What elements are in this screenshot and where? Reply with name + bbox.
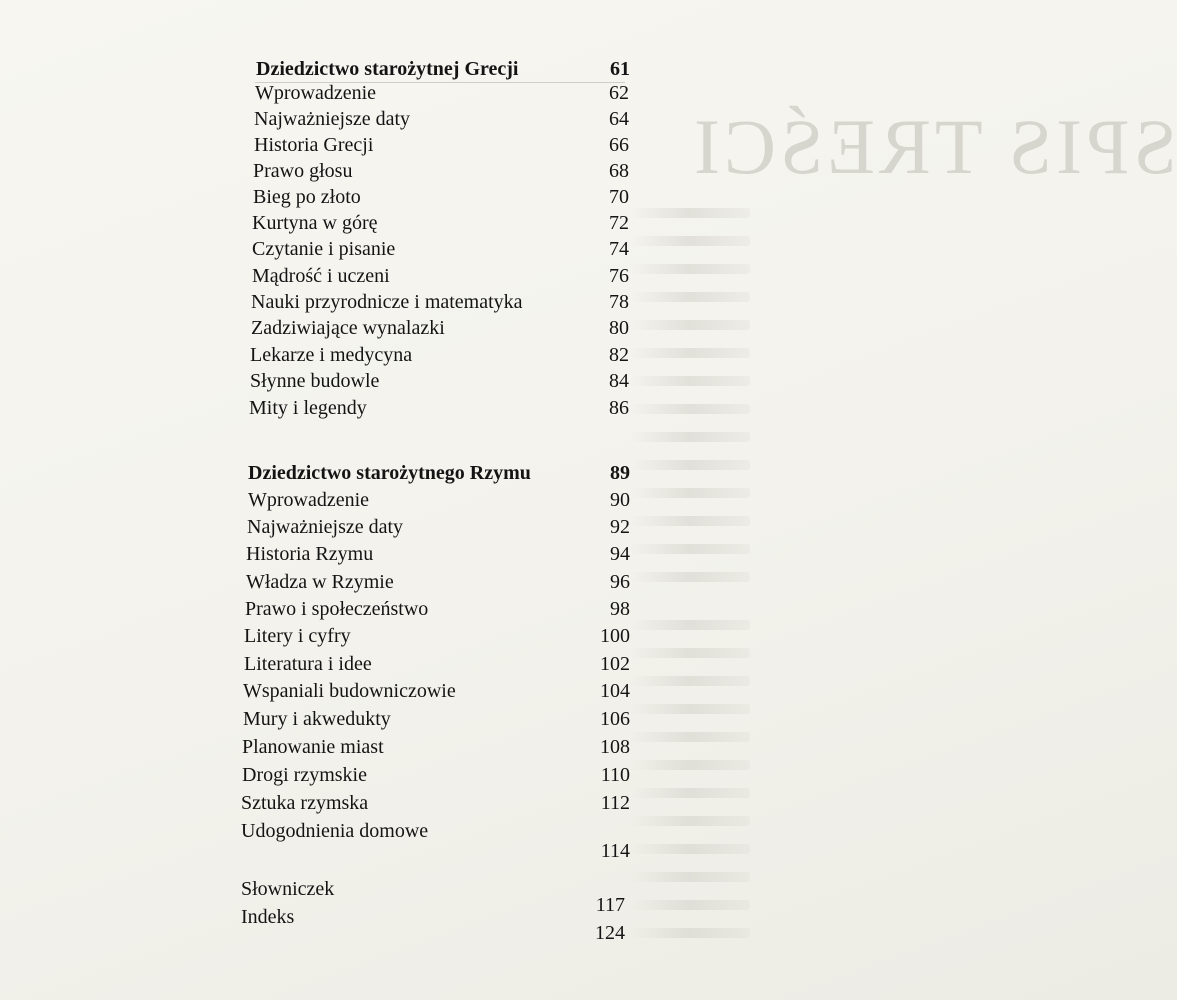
toc-entry-page: 114 <box>600 840 630 862</box>
toc-entry-page: 86 <box>609 397 629 419</box>
toc-entry-page: 106 <box>600 708 630 730</box>
toc-entry-page: 82 <box>609 344 629 366</box>
bleed-line <box>630 788 750 798</box>
toc-entry-label: Lekarze i medycyna <box>250 344 413 366</box>
bleed-line <box>630 348 750 358</box>
bleed-line <box>630 488 750 498</box>
bleed-line <box>630 516 750 526</box>
toc-entry-label: Drogi rzymskie <box>242 764 367 786</box>
toc-entry-label: Sztuka rzymska <box>241 792 369 814</box>
bleed-line <box>630 732 750 742</box>
toc-heading-label: Dziedzictwo starożytnej Grecji <box>256 58 519 80</box>
toc-entry-page: 72 <box>609 212 629 234</box>
bleed-line <box>630 760 750 770</box>
bleed-line <box>630 816 750 826</box>
toc-entry-label: Historia Grecji <box>254 134 374 156</box>
toc-entry-page: 94 <box>610 543 630 565</box>
bleed-line <box>630 928 750 938</box>
bleed-line <box>630 264 750 274</box>
bleed-line <box>630 676 750 686</box>
toc-heading-page: 61 <box>610 58 630 80</box>
toc-entry-page: 78 <box>609 291 629 313</box>
toc-entry-page: 112 <box>600 792 630 814</box>
toc-entry-label: Historia Rzymu <box>246 543 374 565</box>
toc-entry-label: Mądrość i uczeni <box>252 265 390 287</box>
bleed-through-title: SPIS TREŚCI <box>690 103 1177 190</box>
bleed-line <box>630 376 750 386</box>
toc-entry-page: 70 <box>609 186 629 208</box>
toc-entry-label: Indeks <box>241 906 295 928</box>
toc-entry-label: Kurtyna w górę <box>252 212 378 234</box>
toc-entry-page: 84 <box>609 370 629 392</box>
bleed-line <box>630 320 750 330</box>
toc-entry-label: Planowanie miast <box>242 736 384 758</box>
toc-entry-label: Wprowadzenie <box>255 82 377 104</box>
toc-entry-page: 102 <box>600 653 630 675</box>
toc-entry-page: 76 <box>609 265 629 287</box>
toc-entry-label: Najważniejsze daty <box>254 108 411 130</box>
bleed-line <box>630 704 750 714</box>
toc-entry-label: Udogodnienia domowe <box>241 820 429 842</box>
toc-entry-label: Słynne budowle <box>250 370 380 392</box>
toc-entry-page: 117 <box>595 894 625 916</box>
toc-entry-label: Bieg po złoto <box>253 186 361 208</box>
toc-entry-page: 98 <box>610 598 630 620</box>
bleed-line <box>630 432 750 442</box>
toc-entry-page: 66 <box>609 134 629 156</box>
toc-entry-label: Nauki przyrodnicze i matematyka <box>251 291 523 313</box>
toc-entry-page: 96 <box>610 571 630 593</box>
bleed-line <box>630 872 750 882</box>
toc-heading-label: Dziedzictwo starożytnego Rzymu <box>248 462 531 484</box>
bleed-line <box>630 844 750 854</box>
toc-entry-page: 92 <box>610 516 630 538</box>
toc-entry-label: Wprowadzenie <box>248 489 370 511</box>
toc-heading-page: 89 <box>610 462 630 484</box>
toc-entry-page: 124 <box>595 922 625 944</box>
toc-entry-page: 110 <box>600 764 630 786</box>
bleed-line <box>630 208 750 218</box>
toc-entry-page: 90 <box>610 489 630 511</box>
bleed-line <box>630 648 750 658</box>
toc-entry-label: Mury i akwedukty <box>243 708 391 730</box>
bleed-line <box>630 236 750 246</box>
toc-entry-label: Prawo głosu <box>253 160 353 182</box>
bleed-line <box>630 292 750 302</box>
toc-entry-page: 74 <box>609 238 629 260</box>
toc-entry-label: Mity i legendy <box>249 397 367 419</box>
toc-entry-page: 68 <box>609 160 629 182</box>
toc-entry-page: 62 <box>609 82 629 104</box>
bleed-line <box>630 572 750 582</box>
toc-entry-page: 100 <box>600 625 630 647</box>
toc-entry-label: Słowniczek <box>241 878 335 900</box>
toc-entry-page: 108 <box>600 736 630 758</box>
bleed-line <box>630 404 750 414</box>
toc-entry-label: Litery i cyfry <box>244 625 351 647</box>
toc-entry-label: Zadziwiające wynalazki <box>251 317 445 339</box>
toc-entry-label: Czytanie i pisanie <box>252 238 396 260</box>
toc-entry-label: Prawo i społeczeństwo <box>245 598 429 620</box>
bleed-line <box>630 544 750 554</box>
toc-entry-page: 104 <box>600 680 630 702</box>
bleed-line <box>630 620 750 630</box>
toc-entry-label: Wspaniali budowniczowie <box>243 680 456 702</box>
bleed-line <box>630 460 750 470</box>
toc-entry-label: Władza w Rzymie <box>246 571 394 593</box>
bleed-line <box>630 900 750 910</box>
toc-entry-label: Najważniejsze daty <box>247 516 404 538</box>
toc-entry-page: 64 <box>609 108 629 130</box>
toc-entry-page: 80 <box>609 317 629 339</box>
toc-entry-label: Literatura i idee <box>244 653 372 675</box>
